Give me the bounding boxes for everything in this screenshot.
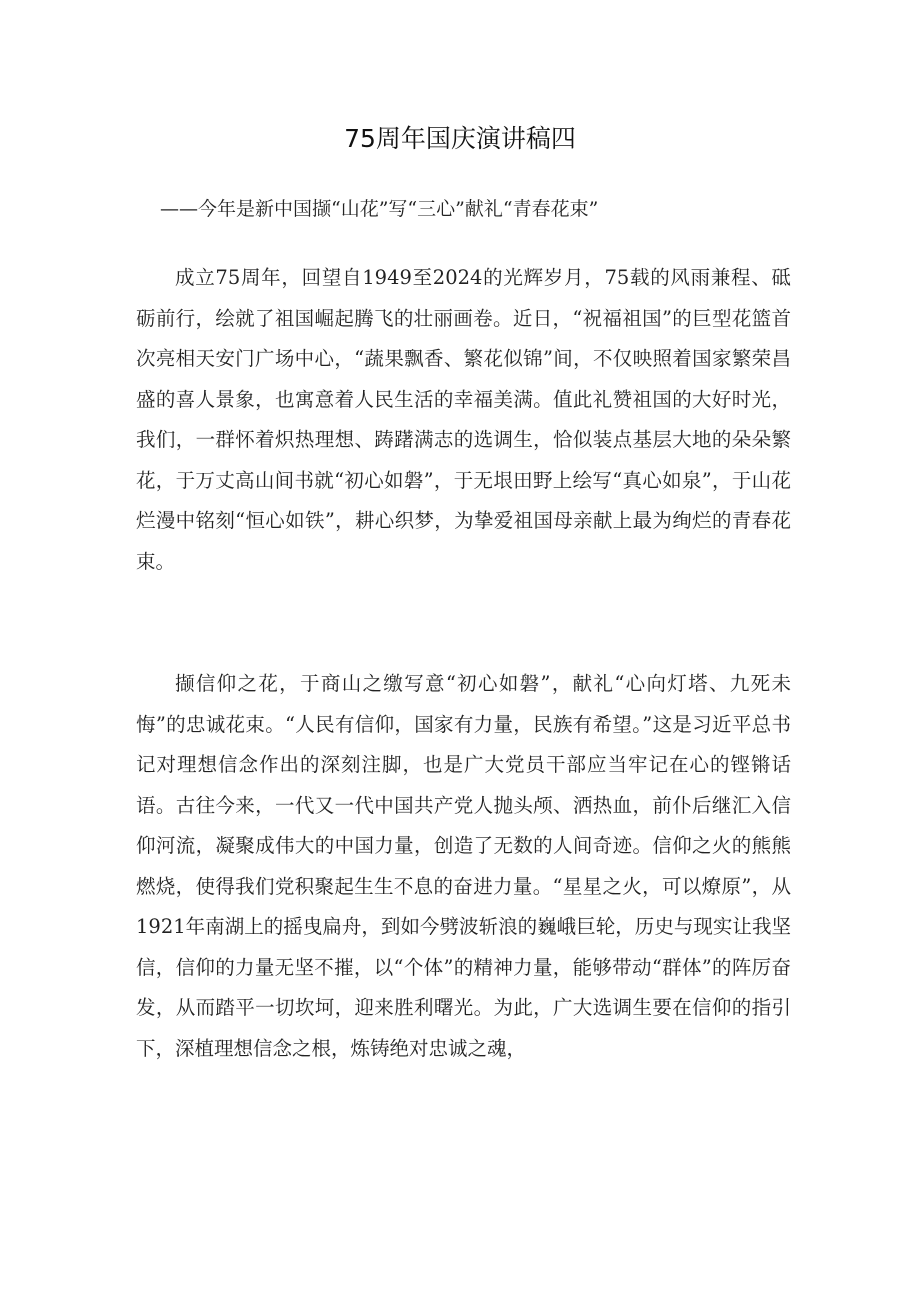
document-subtitle: ——今年是新中国撷“山花”写“三心”献礼“青春花束” [160, 198, 599, 220]
body-paragraph-2: 撷信仰之花，于商山之缴写意“初心如磐”，献礼“心向灯塔、九死未悔”的忠诚花束。“人民有信仰，国家有力量，民族有希望。”这是习近平总书记对理想信念作出的深刻注脚，也是广大党员干部应当牢记在心的铿锵话语。古往今来，一代又一代中国共产党人抛头颅、洒热血，前仆后继汇入信仰河流，凝聚成伟大的中国力量，创造了无数的人间奇迹。信仰之火的熊熊燃烧，使得我们党积聚起生生不息的奋进力量。“星星之火，可以燎原”，从1921年南湖上的摇曳扁舟，到如今劈波斩浪的巍峨巨轮，历史与现实让我坚信，信仰的力量无坚不摧，以“个体”的精神力量，能够带动“群体”的阵厉奋发，从而踏平一切坎坷，迎来胜利曙光。为此，广大选调生要在信仰的指引下，深植理想信念之根，炼铸绝对忠诚之魂， [136, 672, 791, 1060]
body-paragraph-1: 成立75周年，回望自1949至2024的光辉岁月，75载的风雨兼程、砥砺前行，绘就了祖国崛起腾飞的壮丽画卷。近日，“祝福祖国”的巨型花篮首次亮相天安门广场中心，“蔬果飘香、繁花似锦”间，不仅映照着国家繁荣昌盛的喜人景象，也寓意着人民生活的幸福美满。值此礼赞祖国的大好时光，我们，一群怀着炽热理想、踌躇满志的选调生，恰似装点基层大地的朵朵繁花，于万丈高山间书就“初心如磐”，于无垠田野上绘写“真心如泉”，于山花烂漫中铭刻“恒心如铁”，耕心织梦，为挚爱祖国母亲献上最为绚烂的青春花束。 [136, 266, 791, 573]
document-title: 75周年国庆演讲稿四 [344, 124, 576, 153]
